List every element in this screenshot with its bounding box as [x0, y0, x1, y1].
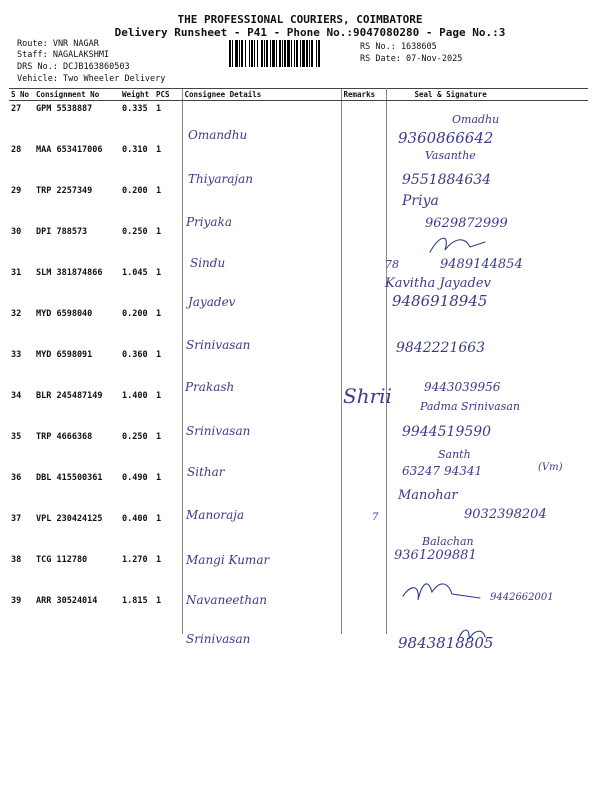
cell-consignee [182, 388, 341, 429]
cell-pcs: 1 [156, 473, 162, 483]
cell-consignment: GPM 5538887 [36, 104, 93, 114]
handwritten-remark: 78 [385, 258, 399, 271]
col-remarks: Remarks [341, 89, 386, 101]
cell-pcs: 1 [156, 104, 162, 114]
cell-consignment: MYD 6598040 [36, 309, 93, 319]
cell-pcs: 1 [156, 227, 162, 237]
col-sno: S No [9, 89, 34, 101]
handwritten-name: Navaneethan [186, 593, 267, 607]
company-title: THE PROFESSIONAL COURIERS, COIMBATORE [177, 13, 423, 26]
cell-weight: 0.250 [122, 432, 148, 442]
handwritten-phone: 9944519590 [402, 424, 492, 440]
signature-scribble [400, 578, 485, 608]
handwritten-remark: 7 [372, 512, 379, 523]
handwritten-phone: 9032398204 [464, 507, 547, 522]
signature-scribble [455, 625, 495, 650]
cell-sno: 33 [11, 350, 22, 360]
handwritten-remark: Shrii [343, 384, 392, 408]
cell-remarks [341, 593, 386, 634]
handwritten-phone: 9629872999 [425, 216, 508, 231]
cell-sno: 35 [11, 432, 22, 442]
signature-scribble [425, 232, 495, 262]
cell-weight: 1.270 [122, 555, 148, 565]
table-row [9, 306, 588, 347]
cell-remarks [341, 101, 386, 143]
table-row [9, 429, 588, 470]
cell-pcs: 1 [156, 268, 162, 278]
cell-pcs: 1 [156, 432, 162, 442]
cell-sno: 29 [11, 186, 22, 196]
cell-sno: 31 [11, 268, 22, 278]
drs-label: DRS No.: DCJB163860503 [17, 62, 130, 72]
cell-pcs: 1 [156, 145, 162, 155]
handwritten-name: Thiyarajan [188, 172, 253, 186]
cell-remarks [341, 224, 386, 265]
cell-consignment: TRP 2257349 [36, 186, 93, 196]
handwritten-signer: Kavitha Jayadev [385, 276, 491, 291]
barcode-image [229, 40, 356, 67]
handwritten-name: Srinivasan [186, 632, 251, 646]
cell-remarks [341, 183, 386, 224]
handwritten-remark: (Vm) [538, 462, 563, 473]
cell-weight: 0.335 [122, 104, 148, 114]
cell-remarks [341, 511, 386, 552]
cell-weight: 0.490 [122, 473, 148, 483]
cell-weight: 0.200 [122, 186, 148, 196]
handwritten-phone: 9442662001 [490, 592, 554, 603]
cell-remarks [341, 470, 386, 511]
cell-sno: 38 [11, 555, 22, 565]
cell-sno: 37 [11, 514, 22, 524]
handwritten-name: Sindu [190, 256, 226, 270]
handwritten-phone: 9360866642 [398, 129, 494, 147]
handwritten-name: Prakash [185, 380, 235, 394]
rs-number: RS No.: 1638605 [360, 42, 437, 52]
cell-consignment: MYD 6598091 [36, 350, 93, 360]
rs-date: RS Date: 07-Nov-2025 [360, 54, 463, 64]
cell-pcs: 1 [156, 309, 162, 319]
table-row [9, 101, 588, 143]
cell-remarks [341, 347, 386, 388]
cell-sno: 28 [11, 145, 22, 155]
table-header-row [9, 89, 588, 101]
cell-pcs: 1 [156, 514, 162, 524]
col-consignee: Consignee Details [182, 89, 341, 101]
route-label: Route: VNR NAGAR [17, 39, 99, 49]
handwritten-phone: 9443039956 [424, 380, 501, 394]
col-consignment: Consignment No [34, 89, 120, 101]
cell-consignment: TCG 112780 [36, 555, 88, 565]
handwritten-name: Priyaka [186, 215, 233, 229]
table-row [9, 142, 588, 183]
col-weight: Weight [120, 89, 154, 101]
cell-weight: 1.400 [122, 391, 148, 401]
handwritten-name: Sithar [187, 465, 225, 479]
cell-consignment: MAA 653417006 [36, 145, 103, 155]
vehicle-label: Vehicle: Two Wheeler Delivery [17, 74, 166, 84]
cell-pcs: 1 [156, 186, 162, 196]
table-row [9, 552, 588, 593]
col-pcs: PCS [154, 89, 182, 101]
cell-remarks [341, 429, 386, 470]
cell-sno: 27 [11, 104, 22, 114]
cell-consignment: ARR 30524014 [36, 596, 98, 606]
handwritten-signer: Padma Srinivasan [420, 400, 520, 413]
handwritten-name: Mangi Kumar [186, 553, 270, 567]
cell-remarks [341, 552, 386, 593]
handwritten-phone: 9843818805 [398, 634, 494, 652]
cell-sno: 32 [11, 309, 22, 319]
runsheet-table [9, 88, 588, 634]
handwritten-name: Srinivasan [186, 424, 251, 438]
cell-sno: 30 [11, 227, 22, 237]
cell-weight: 1.815 [122, 596, 148, 606]
cell-remarks [341, 265, 386, 306]
table-row [9, 347, 588, 388]
col-seal: Seal & Signature [386, 89, 588, 101]
cell-weight: 0.200 [122, 309, 148, 319]
cell-consignment: DPI 788573 [36, 227, 88, 237]
handwritten-phone: 9486918945 [392, 292, 488, 310]
handwritten-name: Jayadev [188, 295, 236, 309]
cell-pcs: 1 [156, 555, 162, 565]
cell-remarks [341, 142, 386, 183]
handwritten-signer: Balachan [422, 535, 474, 548]
handwritten-signer: Priya [402, 193, 439, 209]
cell-weight: 0.310 [122, 145, 148, 155]
handwritten-signer: Vasanthe [425, 149, 476, 162]
runsheet-title: Delivery Runsheet - P41 - Phone No.:9047080280 - Page No.:3 [114, 26, 506, 39]
cell-consignment: SLM 381874866 [36, 268, 103, 278]
handwritten-name: Omandhu [188, 128, 248, 142]
cell-sno: 39 [11, 596, 22, 606]
staff-label: Staff: NAGALAKSHMI [17, 50, 110, 60]
handwritten-phone: 9842221663 [396, 340, 486, 356]
cell-consignment: DBL 415500361 [36, 473, 103, 483]
handwritten-name: Manoraja [186, 508, 245, 522]
cell-weight: 0.360 [122, 350, 148, 360]
cell-pcs: 1 [156, 596, 162, 606]
handwritten-name: Srinivasan [186, 338, 251, 352]
cell-consignment: TRP 4666368 [36, 432, 93, 442]
cell-pcs: 1 [156, 391, 162, 401]
cell-consignment: VPL 230424125 [36, 514, 103, 524]
handwritten-phone: 9551884634 [402, 172, 492, 188]
cell-consignment: BLR 245487149 [36, 391, 103, 401]
cell-weight: 1.045 [122, 268, 148, 278]
handwritten-signer: Manohar [398, 488, 458, 503]
handwritten-phone: 9361209881 [394, 548, 477, 563]
cell-sno: 36 [11, 473, 22, 483]
table-row [9, 470, 588, 511]
handwritten-phone: 63247 94341 [402, 464, 483, 478]
handwritten-signer: Omadhu [452, 113, 500, 126]
cell-weight: 0.250 [122, 227, 148, 237]
cell-pcs: 1 [156, 350, 162, 360]
cell-remarks [341, 306, 386, 347]
cell-sno: 34 [11, 391, 22, 401]
handwritten-phone: 9489144854 [440, 257, 523, 272]
cell-weight: 0.400 [122, 514, 148, 524]
handwritten-signer: Santh [438, 448, 471, 461]
